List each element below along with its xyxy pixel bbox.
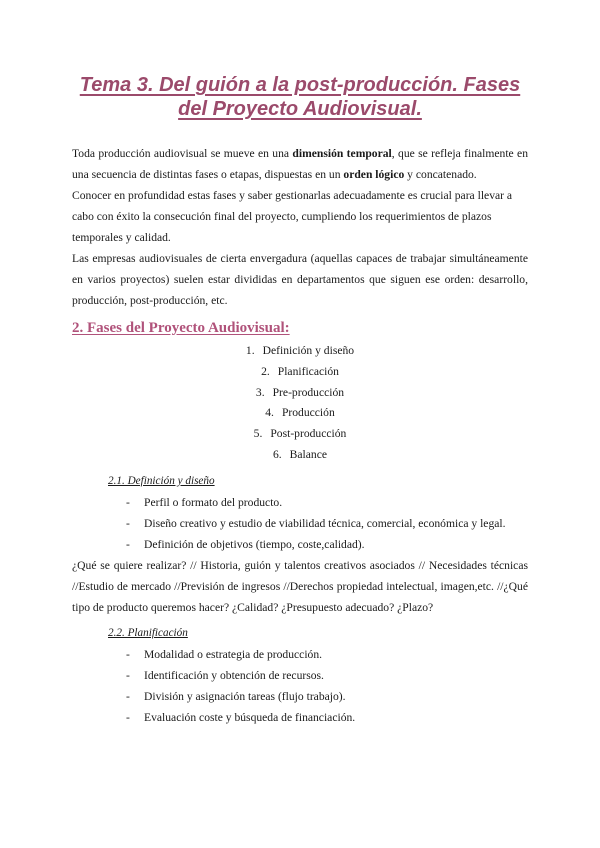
- section-heading-fases: 2. Fases del Proyecto Audiovisual:: [72, 320, 290, 336]
- list-item: - Definición de objetivos (tiempo, coste,calidad).: [126, 534, 528, 555]
- intro-paragraph-1: Toda producción audiovisual se mueve en una dimensión temporal, que se refleja finalmente en una secuencia de distintas fases o etapas, dispuestas en un orden lógico y concatenado.: [72, 147, 529, 181]
- list-item: - Identificación y obtención de recursos.: [126, 665, 528, 686]
- list-item: - Perfil o formato del producto.: [126, 492, 528, 513]
- list-item: - Diseño creativo y estudio de viabilidad técnica, comercial, económica y legal.: [126, 513, 528, 534]
- list-item: 1. Definición y diseño: [245, 344, 355, 357]
- list-item: 5. Post-producción: [253, 427, 347, 441]
- list-item: 4. Producción: [265, 406, 335, 420]
- title-line-1: Tema 3. Del guión a la post-producción. Fases: [79, 74, 521, 96]
- subheading-planificacion: 2.2. Planificación: [108, 626, 188, 639]
- subheading-definicion: 2.1. Definición y diseño: [108, 474, 215, 487]
- list-item: 3. Pre-producción: [255, 385, 345, 399]
- list-item: - Evaluación coste y búsqueda de financiación.: [126, 707, 528, 728]
- bold-orden-logico: orden lógico: [343, 168, 405, 181]
- phases-list: [72, 341, 528, 466]
- list-item: - División y asignación tareas (flujo trabajo).: [126, 686, 528, 707]
- page-title: [72, 73, 528, 121]
- title-line-2: del Proyecto Audiovisual.: [178, 98, 422, 120]
- list-item: 6. Balance: [272, 447, 328, 461]
- definicion-list: [72, 492, 528, 555]
- bold-dimension-temporal: dimensión temporal: [292, 147, 392, 160]
- planificacion-list: [72, 644, 528, 728]
- list-item: 2. Planificación: [261, 364, 339, 378]
- questions-paragraph: ¿Qué se quiere realizar? // Historia, guión y talentos creativos asociados // Necesidades técnicas //Estudio de mercado //Previsión de ingresos //Derechos propiedad intelectual, imagen,etc. //¿Qué tipo de producto queremos hacer? ¿Calidad? ¿Presupuesto adecuado? ¿Plazo?: [72, 558, 528, 614]
- intro-paragraph-3: Las empresas audiovisuales de cierta envergadura (aquellas capaces de trabajar simultáneamente en varios proyectos) suelen estar divididas en departamentos que siguen ese orden: desarrollo, producción, post-producción, etc.: [72, 252, 528, 307]
- intro-paragraph-2: Conocer en profundidad estas fases y saber gestionarlas adecuadamente es crucial para llevar a cabo con éxito la consecución final del proyecto, cumpliendo los requerimientos de plazos temporales y calidad.: [72, 189, 513, 244]
- list-item: - Modalidad o estrategia de producción.: [126, 644, 528, 665]
